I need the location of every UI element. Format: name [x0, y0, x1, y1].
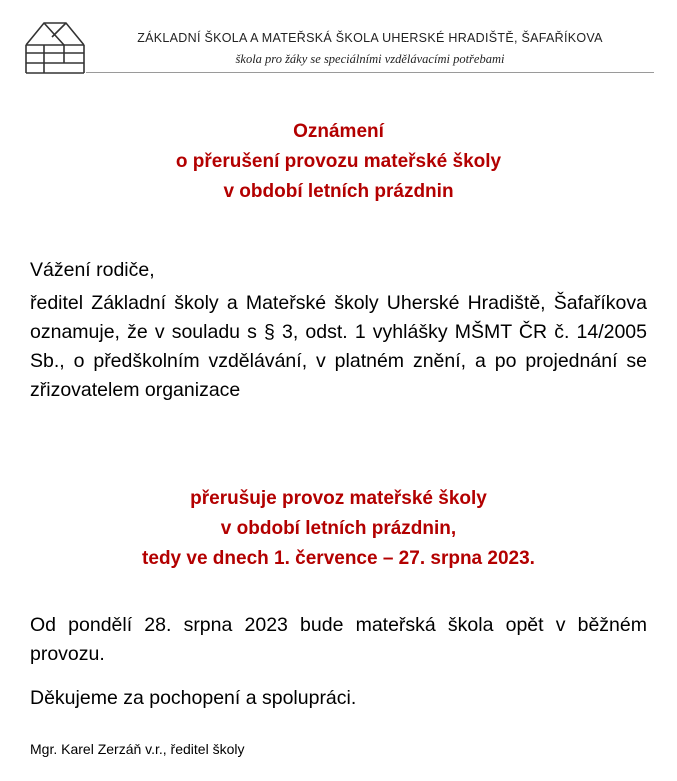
signature: Mgr. Karel Zerzáň v.r., ředitel školy [30, 741, 245, 757]
highlight-line-2: v období letních prázdnin, [220, 518, 457, 539]
school-building-logo-icon [24, 17, 86, 74]
highlight-line-1: přerušuje provoz mateřské školy [190, 488, 487, 509]
header-divider [86, 72, 654, 73]
title-line-1: Oznámení [293, 121, 384, 142]
highlight-line-3: tedy ve dnech 1. července – 27. srpna 2023. [142, 548, 535, 569]
title-line-2: o přerušení provozu mateřské školy [175, 151, 502, 172]
school-name: ZÁKLADNÍ ŠKOLA A MATEŘSKÁ ŠKOLA UHERSKÉ HRADIŠTĚ, ŠAFAŘÍKOVA [137, 31, 603, 45]
resume-paragraph: Od pondělí 28. srpna 2023 bude mateřská škola opět v běžném provozu. [30, 614, 647, 665]
closure-highlight [30, 484, 647, 574]
body-paragraph: ředitel Základní školy a Mateřské školy Uherské Hradiště, Šafaříkova oznamuje, že v souladu s § 3, odst. 1 vyhlášky MŠMT ČR č. 14/2005 Sb., o předškolním vzdělávání, v platném znění, a po projednání se zřizovatelem organizace [30, 292, 647, 401]
title-line-3: v období letních prázdnin [223, 181, 454, 202]
announcement-title [30, 117, 647, 207]
salutation: Vážení rodiče, [30, 259, 155, 281]
school-motto: škola pro žáky se speciálními vzdělávacími potřebami [235, 52, 505, 66]
thanks-text: Děkujeme za pochopení a spolupráci. [30, 687, 357, 709]
